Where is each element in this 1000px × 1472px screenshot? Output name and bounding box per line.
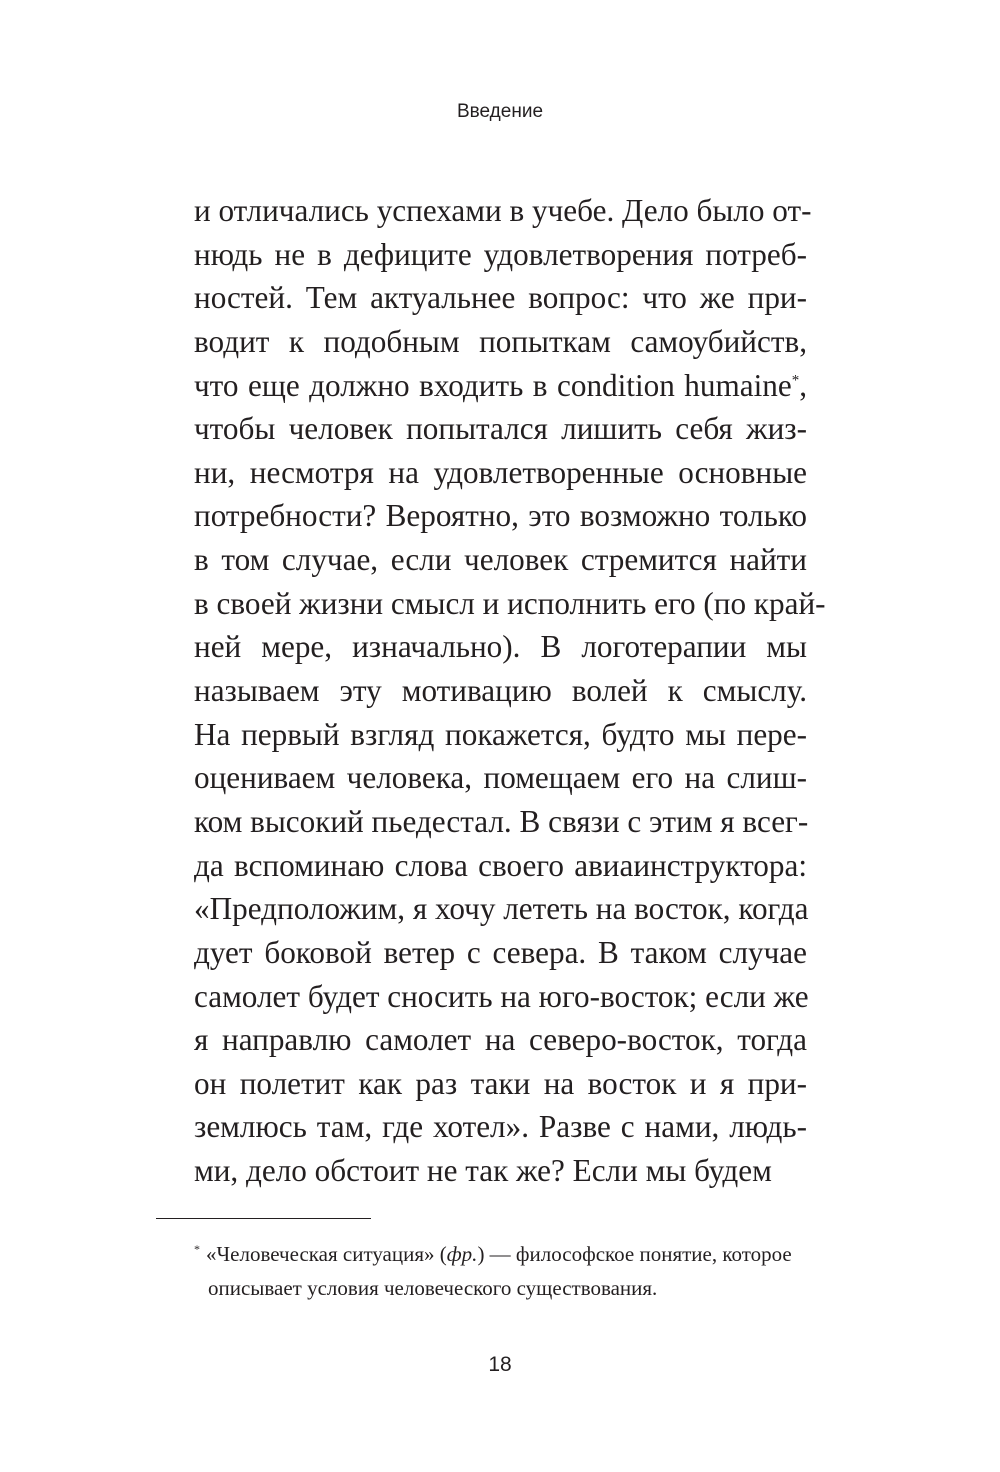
text-line: называем эту мотивацию волей к смыслу. xyxy=(194,673,807,709)
footnote-marker: * xyxy=(194,1242,200,1256)
body-text xyxy=(194,189,826,1193)
footnote xyxy=(194,1237,854,1305)
text-line: в своей жизни смысл и исполнить его (по край- xyxy=(194,585,826,621)
text-line: нюдь не в дефиците удовлетворения потреб- xyxy=(194,236,807,272)
text-line-with-footnote xyxy=(194,364,807,408)
text-line: водит к подобным попыткам самоубийств, xyxy=(194,323,807,359)
text-line: он полетит как раз таки на восток и я при- xyxy=(194,1065,807,1101)
text-line: ностей. Тем актуальнее вопрос: что же при- xyxy=(194,280,807,316)
text-line: дует боковой ветер с севера. В таком случае xyxy=(194,934,807,970)
text-line: На первый взгляд покажется, будто мы пере- xyxy=(194,716,807,752)
footnote-line xyxy=(194,1237,854,1271)
text-line: землюсь там, где хотел». Разве с нами, людь- xyxy=(194,1109,807,1145)
text-line: и отличались успехами в учебе. Дело было от- xyxy=(194,193,812,228)
footnote-text: ) — философское понятие, которое xyxy=(477,1242,792,1266)
text-line: ми, дело обстоит не так же? Если мы будем xyxy=(194,1153,772,1189)
text-line: самолет будет сносить на юго-восток; если же xyxy=(194,978,809,1014)
footnote-line: описывает условия человеческого существования. xyxy=(208,1276,658,1300)
footnote-reference[interactable]: * xyxy=(791,372,800,389)
text-line: потребности? Вероятно, это возможно только xyxy=(194,498,807,534)
text-line: да вспоминаю слова своего авиаинструктора: xyxy=(194,847,807,883)
footnote-text: «Человеческая ситуация» ( xyxy=(206,1242,447,1266)
footnote-divider xyxy=(156,1218,371,1219)
text-line: чтобы человек попытался лишить себя жиз- xyxy=(194,411,807,447)
text-line: в том случае, если человек стремится найти xyxy=(194,542,807,578)
footnote-language-abbrev: фр. xyxy=(446,1242,478,1266)
text-line: оцениваем человека, помещаем его на слиш- xyxy=(194,760,807,796)
running-header: Введение xyxy=(456,101,544,122)
text-line: ней мере, изначально). В логотерапии мы xyxy=(194,629,807,665)
text-line: «Предположим, я хочу лететь на восток, когда xyxy=(194,891,809,927)
text-line: я направлю самолет на северо-восток, тогда xyxy=(194,1022,807,1058)
page-number: 18 xyxy=(488,1353,512,1376)
text-line: ни, несмотря на удовлетворенные основные xyxy=(194,454,807,490)
text-line-content: что еще должно входить в condition humaine xyxy=(194,367,792,403)
text-line-tail: , xyxy=(799,367,807,403)
text-line: ком высокий пьедестал. В связи с этим я всег- xyxy=(194,803,809,839)
